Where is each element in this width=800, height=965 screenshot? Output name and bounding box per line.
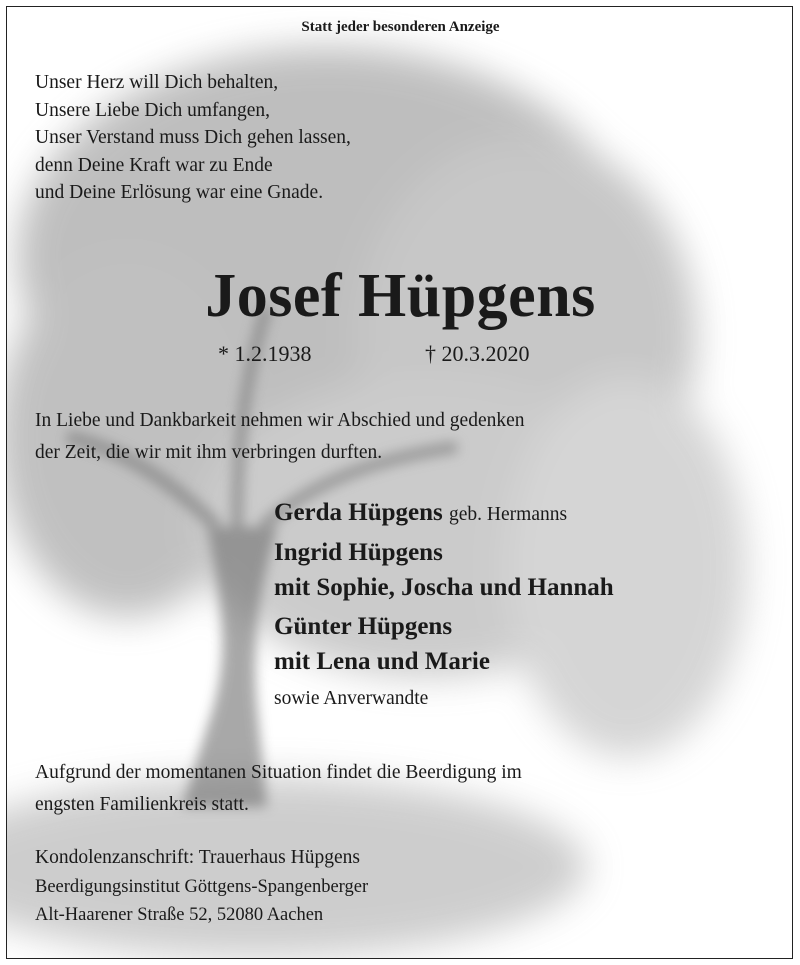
poem-line: Unser Verstand muss Dich gehen lassen, bbox=[35, 127, 351, 148]
funeral-home-name: Beerdigungsinstitut Göttgens-Spangenberger bbox=[35, 877, 369, 897]
funeral-home-address: Alt-Haarener Straße 52, 52080 Aachen bbox=[35, 905, 324, 925]
farewell-line: In Liebe und Dankbarkeit nehmen wir Abschied und gedenken bbox=[35, 410, 525, 431]
relatives-line: sowie Anverwandte bbox=[274, 688, 429, 709]
header-notice: Statt jeder besonderen Anzeige bbox=[301, 19, 500, 35]
family-spouse bbox=[274, 495, 567, 533]
notice-line: engsten Familienkreis statt. bbox=[35, 794, 249, 815]
spouse-maiden-name: geb. Hermanns bbox=[449, 504, 568, 525]
poem-line: Unsere Liebe Dich umfangen, bbox=[35, 99, 270, 121]
obituary-frame bbox=[6, 6, 793, 959]
notice-line: Aufgrund der momentanen Situation findet die Beerdigung im bbox=[35, 762, 522, 783]
birth-date: * 1.2.1938 bbox=[218, 341, 312, 366]
poem-line: und Deine Erlösung war eine Gnade. bbox=[35, 182, 324, 203]
poem-line: Unser Herz will Dich behalten, bbox=[35, 72, 279, 93]
condolence-address-title: Kondolenzanschrift: Trauerhaus Hüpgens bbox=[35, 847, 360, 868]
family-member-line: mit Sophie, Joscha und Hannah bbox=[274, 574, 614, 601]
family-member-line: Ingrid Hüpgens bbox=[274, 539, 443, 566]
poem-line: denn Deine Kraft war zu Ende bbox=[35, 154, 273, 176]
spouse-name: Gerda Hüpgens bbox=[274, 499, 443, 526]
family-member-line: Günter Hüpgens bbox=[274, 613, 453, 640]
farewell-line: der Zeit, die wir mit ihm verbringen durften. bbox=[35, 442, 383, 463]
family-member-line: mit Lena und Marie bbox=[274, 648, 490, 675]
deceased-name: Josef Hüpgens bbox=[205, 262, 596, 330]
funeral-notice bbox=[35, 757, 522, 821]
farewell-text bbox=[35, 405, 525, 469]
death-date: † 20.3.2020 bbox=[425, 341, 530, 366]
poem bbox=[35, 69, 351, 207]
